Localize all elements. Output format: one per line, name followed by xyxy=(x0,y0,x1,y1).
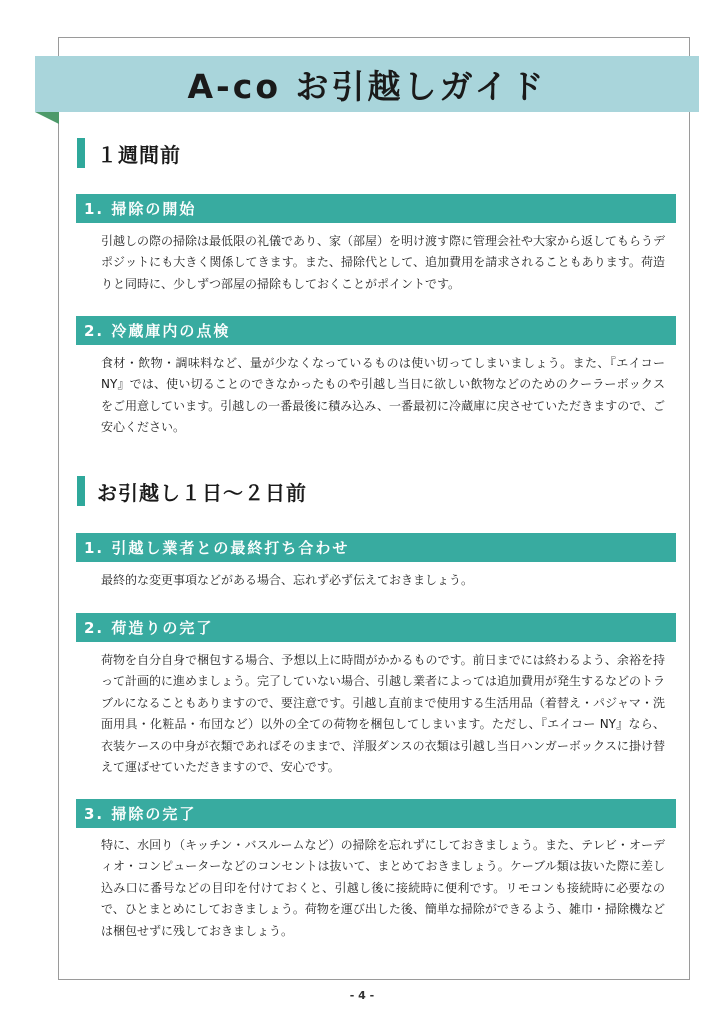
paragraph-final-meeting: 最終的な変更事項などがある場合、忘れず必ず伝えておきましょう。 xyxy=(101,573,474,587)
section-heading-1to2days xyxy=(77,476,307,506)
subheading-packing-complete xyxy=(76,613,676,642)
section-marker xyxy=(77,138,85,168)
paragraph-cleaning-start: 引越しの際の掃除は最低限の礼儀であり、家（部屋）を明け渡す際に管理会社や大家から返してもらうデポジットにも大きく関係してきます。また、掃除代として、追加費用を請求されることもあります。荷造りと同時に、少しずつ部屋の掃除もしておくことがポイントです。 xyxy=(101,234,666,291)
subheading-label: 2. 冷蔵庫内の点検 xyxy=(84,322,231,340)
section-heading-text: １週間前 xyxy=(97,142,181,167)
subheading-label: 3. 掃除の完了 xyxy=(84,805,197,823)
subheading-label: 1. 掃除の開始 xyxy=(84,200,197,218)
page-number: - 4 - xyxy=(349,989,375,1002)
section-heading-text: お引越し１日〜２日前 xyxy=(97,480,307,505)
section-marker xyxy=(77,476,85,506)
subheading-cleaning-complete xyxy=(76,799,676,828)
subheading-label: 2. 荷造りの完了 xyxy=(84,619,214,637)
banner-fold xyxy=(35,112,59,124)
subheading-fridge-check xyxy=(76,316,676,345)
section-heading-1week xyxy=(77,138,181,168)
page-title: A-co お引越しガイド xyxy=(187,66,547,106)
paragraph-cleaning-complete: 特に、水回り（キッチン・バスルームなど）の掃除を忘れずにしておきましょう。また、テレビ・オーディオ・コンピューターなどのコンセントは抜いて、まとめておきましょう。ケーブル類は抜いた際に差し込み口に番号などの目印を付けておくと、引越し後に接続時に便利です。リモコンも接続時に必要なので、ひとまとめにしておきましょう。荷物を運び出した後、簡単な掃除ができるよう、雑巾・掃除機などは梱包せずに残しておきましょう。 xyxy=(101,838,665,938)
paragraph-packing-complete: 荷物を自分自身で梱包する場合、予想以上に時間がかかるものです。前日までには終わるよう、余裕を持って計画的に進めましょう。完了していない場合、引越し業者によっては追加費用が発生するなどのトラブルになることもありますので、要注意です。引越し直前まで使用する生活用品（着替え・パジャマ・洗面用具・化粧品・布団など）以外の全ての荷物を梱包してしまいます。ただし、『エイコー NY』なら、衣装ケースの中身が衣類であればそのままで、洋服ダンスの衣類は引越し当日ハンガーボックスに掛け替えて運ばせていただきますので、安心です。 xyxy=(101,653,666,775)
paragraph-fridge-check: 食材・飲物・調味料など、量が少なくなっているものは使い切ってしまいましょう。また、『エイコーNY』では、使い切ることのできなかったものや引越し当日に欲しい飲物などのためのクーラーボックスをご用意しています。引越しの一番最後に積み込み、一番最初に冷蔵庫に戻させていただきますので、ご安心ください。 xyxy=(101,356,665,435)
subheading-final-meeting xyxy=(76,533,676,562)
subheading-label: 1. 引越し業者との最終打ち合わせ xyxy=(84,539,350,557)
subheading-cleaning-start xyxy=(76,194,676,223)
title-banner xyxy=(35,56,699,112)
